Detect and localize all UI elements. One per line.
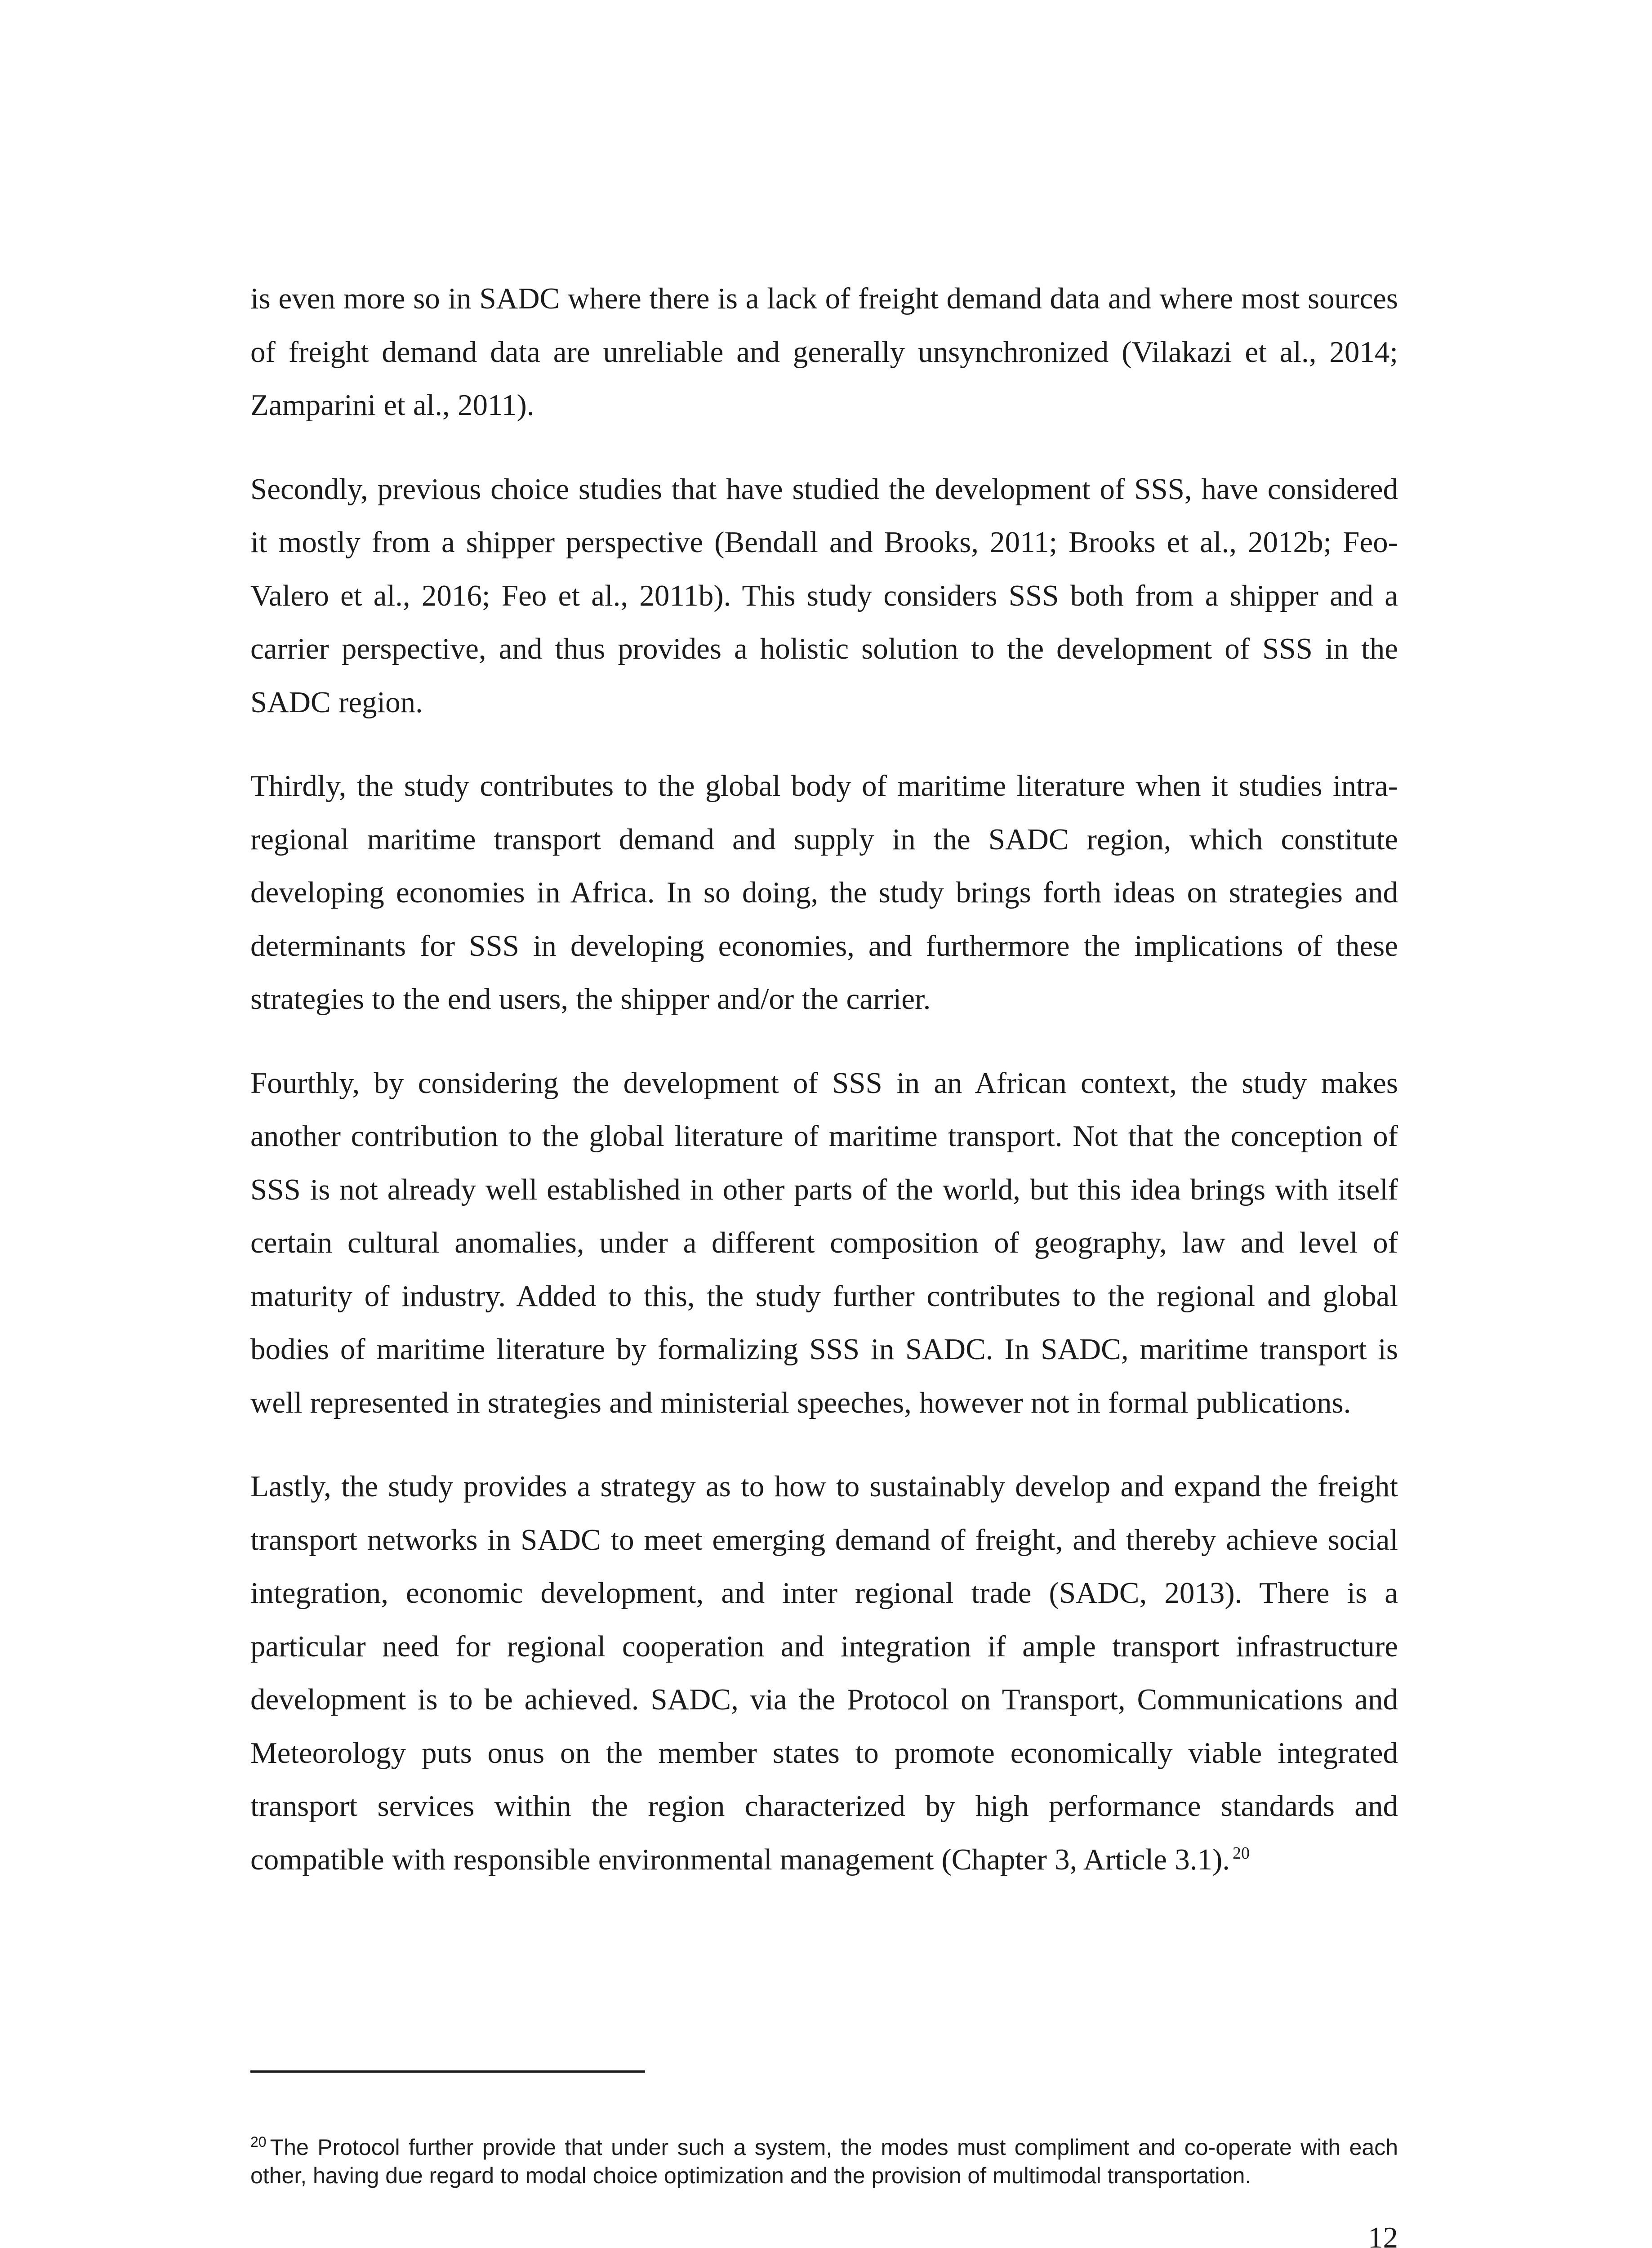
footnote-separator <box>250 2070 645 2073</box>
footnote-reference: 20 <box>1233 1844 1250 1863</box>
page-number: 12 <box>1368 2221 1398 2248</box>
footnote-text: The Protocol further provide that under such a system, the modes must compliment and co-operate with each other, having due regard to modal choice optimization and the provision of multimodal transportation. <box>250 2135 1398 2188</box>
paragraph: is even more so in SADC where there is a lack of freight demand data and where most sources of freight demand data are unreliable and generally unsynchronized (Vilakazi et al., 2014; Zamparini et al., 2011). <box>250 282 1398 422</box>
paragraph: Fourthly, by considering the development of SSS in an African context, the study makes another contribution to the global literature of maritime transport. Not that the conception of SSS is not already well established in other parts of the world, but this idea brings with itself certain cultural anomalies, under a different composition of geography, law and level of maturity of industry. Added to this, the study further contributes to the regional and global bodies of maritime literature by formalizing SSS in SADC. In SADC, maritime transport is well represented in strategies and ministerial speeches, however not in formal publications. <box>250 1066 1398 1419</box>
document-body <box>250 272 1398 1886</box>
footnote <box>250 2133 1398 2190</box>
footnote-number: 20 <box>250 2134 267 2150</box>
paragraph: Thirdly, the study contributes to the global body of maritime literature when it studies intra-regional maritime transport demand and supply in the SADC region, which constitute developing economies in Africa. In so doing, the study brings forth ideas on strategies and determinants for SSS in developing economies, and furthermore the implications of these strategies to the end users, the shipper and/or the carrier. <box>250 769 1398 1016</box>
paragraph-with-footnote-ref <box>250 1460 1398 1886</box>
paragraph: Secondly, previous choice studies that have studied the development of SSS, have considered it mostly from a shipper perspective (Bendall and Brooks, 2011; Brooks et al., 2012b; Feo-Valero et al., 2016; Feo et al., 2011b). This study considers SSS both from a shipper and a carrier perspective, and thus provides a holistic solution to the development of SSS in the SADC region. <box>250 472 1398 719</box>
paragraph-text: Lastly, the study provides a strategy as to how to sustainably develop and expand the freight transport networks in SADC to meet emerging demand of freight, and thereby achieve social integration, economic development, and inter regional trade (SADC, 2013). There is a particular need for regional cooperation and integration if ample transport infrastructure development is to be achieved. SADC, via the Protocol on Transport, Communications and Meteorology puts onus on the member states to promote economically viable integrated transport services within the region characterized by high performance standards and compatible with responsible environmental management (Chapter 3, Article 3.1). <box>250 1470 1398 1876</box>
